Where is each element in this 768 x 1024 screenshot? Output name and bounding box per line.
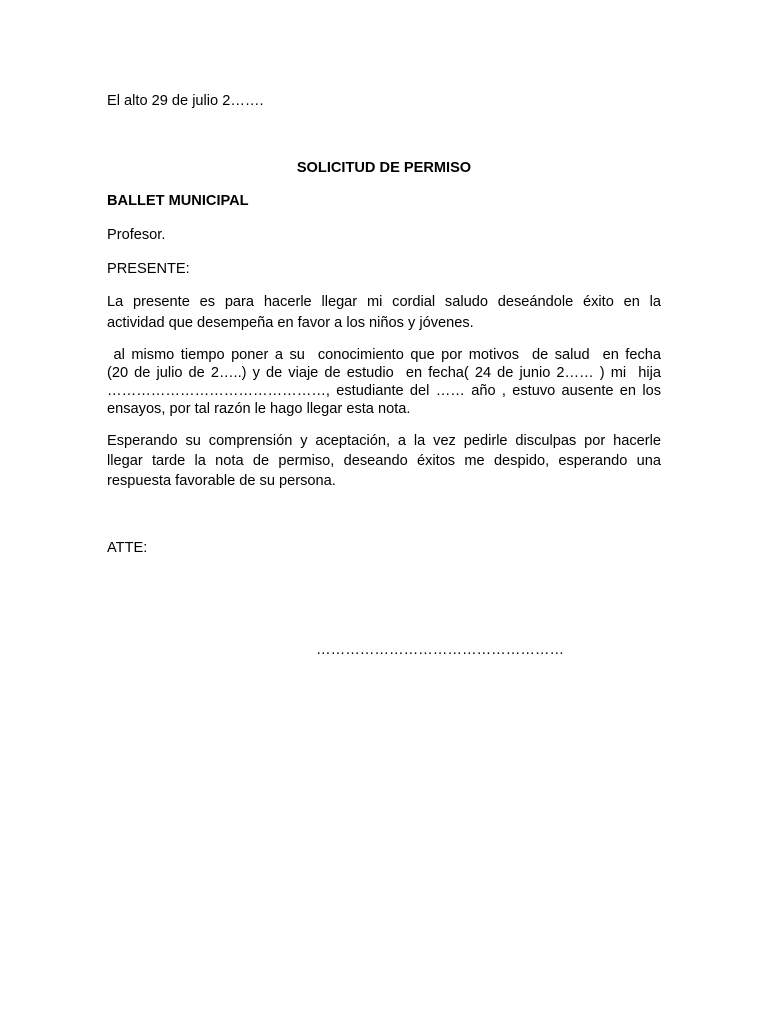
paragraph-line: actividad que desempeña en favor a los niños y jóvenes. bbox=[107, 315, 474, 331]
paragraph-line: respuesta favorable de su persona. bbox=[107, 473, 336, 489]
letter-date: El alto 29 de julio 2……. bbox=[107, 93, 264, 109]
signature-line: …………………………………………… bbox=[316, 642, 565, 658]
salutation-profesor: Profesor. bbox=[107, 227, 166, 243]
paragraph-absence-notice bbox=[107, 346, 661, 418]
paragraph-line: Esperando su comprensión y aceptación, a la vez pedirle disculpas por hacerle bbox=[107, 433, 661, 449]
closing-atte: ATTE: bbox=[107, 540, 148, 556]
paragraph-farewell bbox=[107, 431, 661, 491]
paragraph-greeting bbox=[107, 292, 661, 334]
paragraph-line: La presente es para hacerle llegar mi cordial saludo deseándole éxito en la bbox=[107, 294, 661, 310]
letter-title: SOLICITUD DE PERMISO bbox=[296, 160, 472, 176]
letter-recipient: BALLET MUNICIPAL bbox=[107, 193, 249, 209]
paragraph-line: (20 de julio de 2…..) y de viaje de estudio en fecha( 24 de junio 2…… ) mi hija bbox=[107, 365, 661, 381]
salutation-presente: PRESENTE: bbox=[107, 261, 190, 277]
paragraph-line: ………………………………………, estudiante del …… año , estuvo ausente en los bbox=[107, 383, 661, 399]
paragraph-line: al mismo tiempo poner a su conocimiento que por motivos de salud en fecha bbox=[107, 347, 661, 363]
paragraph-line: ensayos, por tal razón le hago llegar esta nota. bbox=[107, 401, 411, 417]
paragraph-line: llegar tarde la nota de permiso, deseando éxitos me despido, esperando una bbox=[107, 453, 661, 469]
